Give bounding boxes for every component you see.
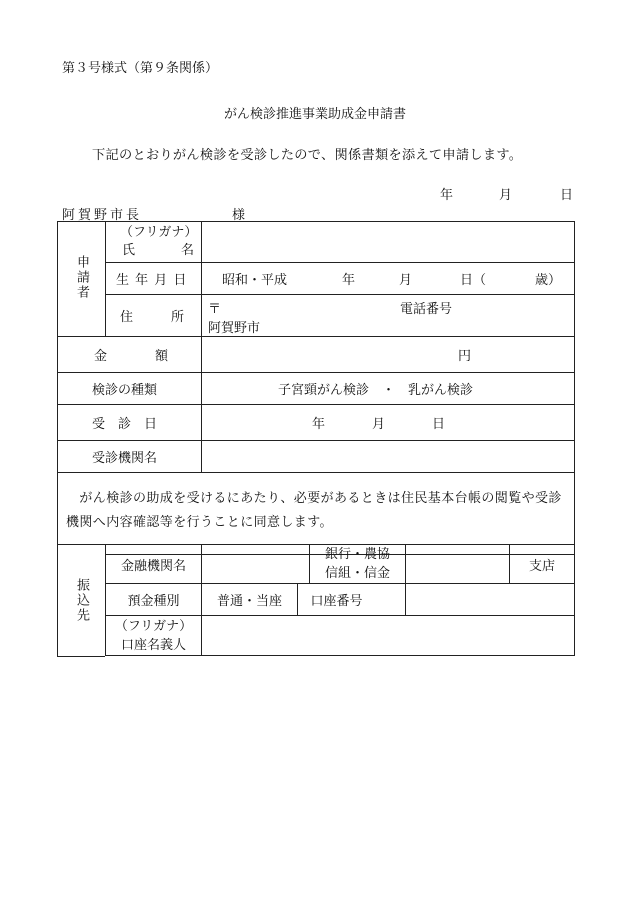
birth-date-field[interactable] [202, 263, 575, 295]
visit-month-label: 月 [372, 416, 386, 432]
branch-label: 支店 [528, 558, 555, 574]
address-label-first: 住 [120, 310, 134, 325]
amount-label-second: 額 [154, 349, 168, 364]
institution-label: 受診機関名 [92, 451, 158, 466]
exam-type-options[interactable]: 子宮頸がん検診 ・ 乳がん検診 [278, 383, 474, 398]
transfer-details-table [105, 544, 575, 656]
holder-label-cell [106, 616, 202, 656]
name-label-first: 氏 [122, 243, 136, 258]
deposit-type-label-cell [106, 584, 202, 616]
institution-field[interactable] [202, 441, 575, 473]
phone-label: 電話番号 [400, 301, 453, 317]
bank-type-line-2: 信組・信金 [324, 566, 390, 581]
name-field[interactable] [202, 222, 575, 263]
name-label-second: 名 [180, 243, 194, 258]
bank-name-input[interactable] [202, 545, 310, 584]
applicant-section-label: 申請者 [74, 254, 89, 300]
holder-label: 口座名義人 [120, 637, 186, 653]
birth-era-options[interactable]: 昭和・平成 [222, 272, 288, 288]
addressee-honorific: 様 [232, 208, 246, 223]
application-table [57, 221, 575, 555]
amount-field[interactable] [202, 337, 575, 373]
amount-label-cell [58, 337, 202, 373]
birth-label: 生 年 月 日 [116, 273, 188, 288]
intro-text: 下記のとおりがん検診を受診したので、関係書類を添えて申請します。 [92, 148, 523, 163]
deposit-type-field[interactable] [202, 584, 298, 616]
birth-age-label: 歳） [535, 272, 562, 288]
bank-type-line-1: 銀行・農協 [324, 547, 390, 562]
bank-type-cell[interactable] [310, 545, 406, 584]
visit-day-label: 日 [432, 416, 446, 432]
visit-year-label: 年 [312, 416, 326, 432]
name-label-cell [106, 222, 202, 263]
amount-label-first: 金 [94, 349, 108, 364]
applicant-section-cell [58, 222, 106, 337]
furigana-label: （フリガナ） [120, 225, 198, 240]
date-year-label: 年 [440, 188, 454, 203]
transfer-section-vertical: 振込先 [74, 578, 89, 623]
date-day-label: 日 [560, 188, 574, 203]
city-label: 阿賀野市 [208, 320, 261, 336]
exam-type-label: 検診の種類 [92, 383, 158, 398]
account-number-label-cell [298, 584, 406, 616]
address-label-cell [106, 295, 202, 337]
birth-month-label: 月 [399, 272, 413, 288]
branch-name-field[interactable] [406, 545, 510, 584]
holder-name-field[interactable] [202, 616, 575, 656]
postal-mark: 〒 [208, 301, 222, 317]
visit-date-label: 受 診 日 [92, 417, 158, 432]
exam-type-field[interactable] [202, 373, 575, 405]
visit-date-label-cell [58, 405, 202, 441]
address-field[interactable] [202, 295, 575, 337]
transfer-left-frame [57, 544, 105, 657]
date-month-label: 月 [499, 188, 513, 203]
branch-label-cell [510, 545, 575, 584]
consent-text: がん検診の助成を受けるにあたり、必要があるときは住民基本台帳の閲覧や受診機関へ内容確認等を行うことに同意します。 [58, 473, 575, 555]
birth-label-cell [106, 263, 202, 295]
amount-unit: 円 [458, 348, 472, 364]
holder-furigana-label: （フリガナ） [114, 618, 193, 634]
bank-name-label-text: 金融機関名 [120, 558, 186, 574]
visit-date-field[interactable] [202, 405, 575, 441]
bank-name-label-cell-2 [106, 545, 202, 584]
deposit-type-label: 預金種別 [127, 594, 180, 609]
account-number-field[interactable] [406, 584, 575, 616]
form-number-label: 第３号様式（第９条関係） [62, 61, 219, 76]
birth-day-label: 日（ [460, 272, 487, 288]
page-title: がん検診推進事業助成金申請書 [223, 107, 406, 122]
deposit-type-options[interactable]: 普通・当座 [216, 594, 282, 609]
exam-type-label-cell [58, 373, 202, 405]
birth-year-label: 年 [342, 272, 356, 288]
address-label-second: 所 [170, 310, 184, 325]
institution-label-cell [58, 441, 202, 473]
addressee-mayor: 阿賀野市長 [62, 208, 143, 223]
account-number-label: 口座番号 [310, 594, 363, 609]
